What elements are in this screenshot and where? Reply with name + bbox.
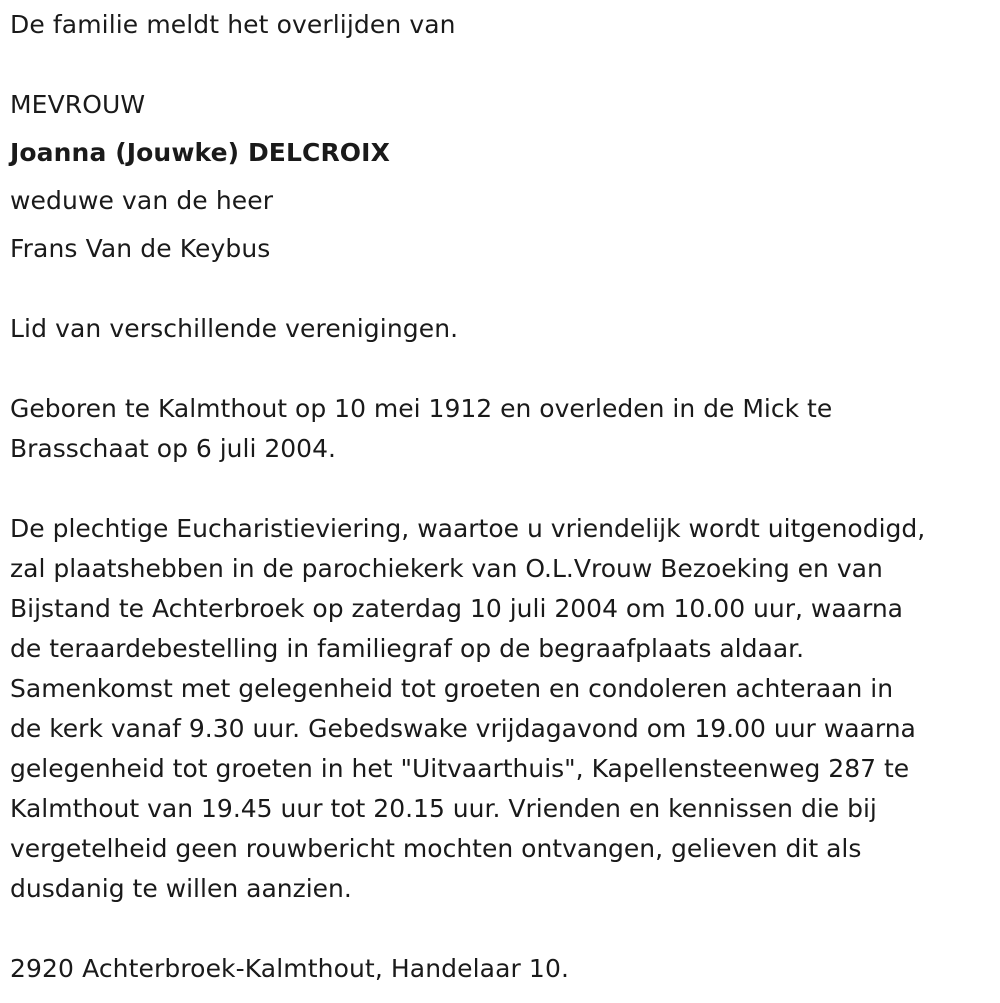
relation-text: weduwe van de heer <box>10 186 274 215</box>
deceased-name: Joanna (Jouwke) DELCROIX <box>10 138 390 167</box>
paragraph-line: vergetelheid geen rouwbericht mochten ontvangen, gelieven dit als <box>10 834 862 863</box>
paragraph-line: Samenkomst met gelegenheid tot groeten en condoleren achteraan in <box>10 674 894 703</box>
paragraph-line: gelegenheid tot groeten in het "Uitvaarthuis", Kapellensteenweg 287 te <box>10 754 910 783</box>
honorific: MEVROUW <box>10 90 146 119</box>
paragraph-line: de teraardebestelling in familiegraf op de begraafplaats aldaar. <box>10 634 805 663</box>
paragraph-line: Brasschaat op 6 juli 2004. <box>10 434 336 463</box>
paragraph-line: Bijstand te Achterbroek op zaterdag 10 juli 2004 om 10.00 uur, waarna <box>10 594 903 623</box>
address-text: 2920 Achterbroek-Kalmthout, Handelaar 10. <box>10 954 569 983</box>
paragraph-line: de kerk vanaf 9.30 uur. Gebedswake vrijdagavond om 19.00 uur waarna <box>10 714 916 743</box>
spouse-name: Frans Van de Keybus <box>10 234 271 263</box>
paragraph-line: Kalmthout van 19.45 uur tot 20.15 uur. Vrienden en kennissen die bij <box>10 794 877 823</box>
paragraph-line: Geboren te Kalmthout op 10 mei 1912 en overleden in de Mick te <box>10 394 833 423</box>
paragraph-line: zal plaatshebben in de parochiekerk van O.L.Vrouw Bezoeking en van <box>10 554 883 583</box>
ceremony-paragraph <box>10 509 995 909</box>
paragraph-line: dusdanig te willen aanzien. <box>10 874 352 903</box>
intro-text: De familie meldt het overlijden van <box>10 10 456 39</box>
birth-death-paragraph <box>10 389 995 469</box>
membership-text: Lid van verschillende verenigingen. <box>10 314 459 343</box>
paragraph-line: De plechtige Eucharistieviering, waartoe u vriendelijk wordt uitgenodigd, <box>10 514 926 543</box>
